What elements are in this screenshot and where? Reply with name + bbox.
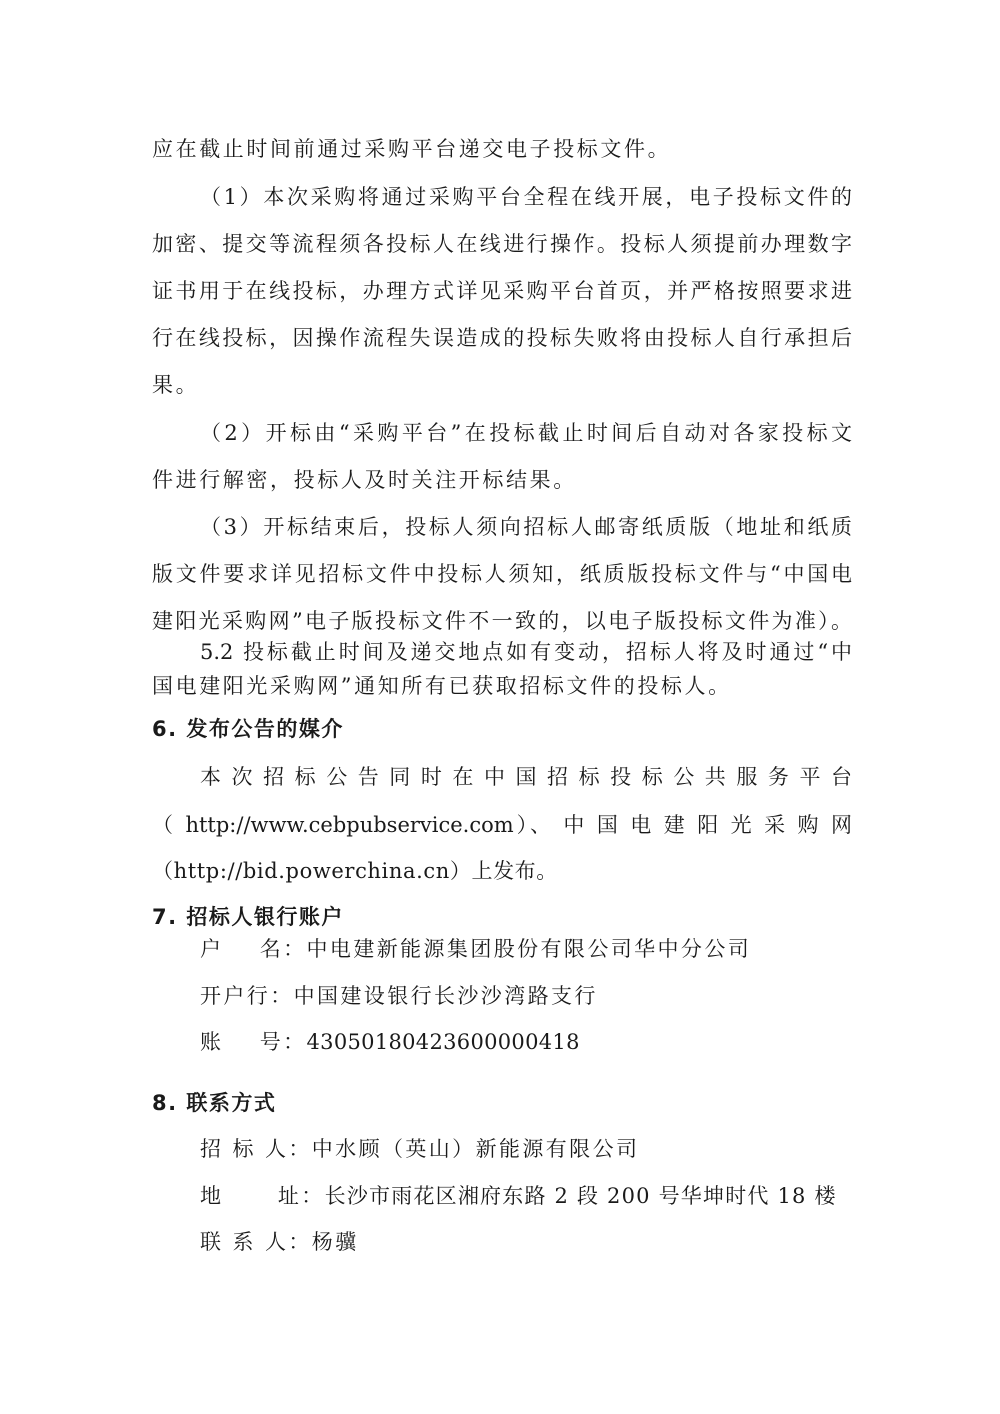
- paragraph-line: 加密、提交等流程须各投标人在线进行操作。投标人须提前办理数字: [152, 232, 852, 256]
- paragraph-line: 应在截止时间前通过采购平台递交电子投标文件。: [152, 137, 672, 161]
- section-heading: 7. 招标人银行账户: [152, 905, 344, 929]
- paragraph-line: 5.2 投标截止时间及递交地点如有变动，招标人将及时通过“中: [200, 640, 852, 664]
- bank-value: 中国建设银行长沙沙湾路支行: [293, 984, 598, 1008]
- section-heading: 6. 发布公告的媒介: [152, 717, 344, 741]
- address-label: 地 址：: [200, 1184, 325, 1208]
- account-name-label: 户 名：: [200, 937, 307, 961]
- paragraph-line: 行在线投标，因操作流程失误造成的投标失败将由投标人自行承担后: [152, 326, 852, 350]
- address-row: [200, 1181, 837, 1211]
- paragraph-line: 建阳光采购网”电子版投标文件不一致的，以电子版投标文件为准）。: [152, 609, 852, 633]
- paragraph-line: 果。: [152, 373, 200, 397]
- account-name-row: [200, 934, 751, 964]
- contact-value: 杨骥: [311, 1230, 359, 1254]
- contact-label: 联 系 人：: [200, 1230, 312, 1254]
- paragraph-line: 国电建阳光采购网”通知所有已获取招标文件的投标人。: [152, 674, 732, 698]
- paragraph-line: 版文件要求详见招标文件中投标人须知，纸质版投标文件与“中国电: [152, 562, 852, 586]
- account-number-label: 账 号：: [200, 1030, 307, 1054]
- paragraph-line: （ http://www.cebpubservice.com）、 中 国 电 建 阳 光 采 购 网: [152, 813, 852, 837]
- section-heading: 8. 联系方式: [152, 1091, 277, 1115]
- account-number-value: 43050180423600000418: [306, 1030, 580, 1054]
- paragraph-line: 件进行解密，投标人及时关注开标结果。: [152, 468, 577, 492]
- bank-row: [200, 981, 598, 1011]
- tenderer-value: 中水顾（英山）新能源有限公司: [311, 1137, 640, 1161]
- tenderer-row: [200, 1134, 639, 1164]
- paragraph-line: （2）开标由“采购平台”在投标截止时间后自动对各家投标文: [200, 421, 852, 445]
- tenderer-label: 招 标 人：: [200, 1137, 312, 1161]
- paragraph-line: （1）本次采购将通过采购平台全程在线开展，电子投标文件的: [200, 185, 852, 209]
- contact-row: [200, 1227, 359, 1257]
- paragraph-line: 证书用于在线投标，办理方式详见采购平台首页，并严格按照要求进: [152, 279, 852, 303]
- bank-label: 开户行：: [200, 984, 294, 1008]
- account-name-value: 中电建新能源集团股份有限公司华中分公司: [306, 937, 752, 961]
- address-value: 长沙市雨花区湘府东路 2 段 200 号华坤时代 18 楼: [324, 1184, 837, 1208]
- paragraph-line: （3）开标结束后，投标人须向招标人邮寄纸质版（地址和纸质: [200, 515, 852, 539]
- paragraph-line: （http://bid.powerchina.cn）上发布。: [152, 859, 558, 883]
- paragraph-line: 本次招标公告同时在中国招标投标公共服务平台: [200, 765, 852, 789]
- account-number-row: [200, 1027, 580, 1057]
